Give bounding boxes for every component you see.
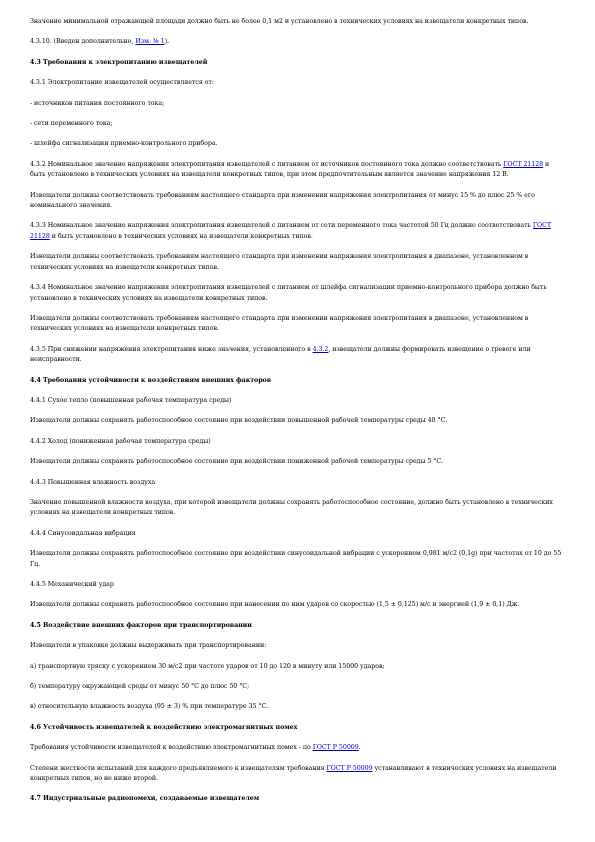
paragraph-text: б) температуру окружающей среды от минус 50 °С до плюс 50 °С;	[30, 683, 250, 691]
paragraph	[30, 764, 565, 785]
paragraph-text: Значение повышенной влажности воздуха, при которой извещатели должны сохранять работоспособное состояние, должно быть установлено в технических условиях на извещатели конкретных типов.	[30, 498, 553, 517]
document-link[interactable]: ГОСТ 21128	[30, 222, 552, 240]
paragraph-text: 4.3 Требования к электропитанию извещателей	[30, 58, 208, 66]
paragraph	[30, 160, 565, 181]
paragraph-text: в) относительную влажность воздуха (95 ± 3) % при температуре 35 °С.	[30, 703, 269, 711]
document-link[interactable]: 4.3.2	[312, 345, 329, 353]
paragraph	[30, 17, 565, 27]
paragraph	[30, 416, 565, 426]
paragraph	[30, 252, 565, 273]
paragraph-text: 4.3.3 Номинальное значение напряжения электропитания извещателей с питанием от сети переменного тока частотой 50 Гц должно соответствовать	[30, 222, 533, 230]
paragraph-text: 4.6 Устойчивость извещателей к воздействию электромагнитных помех	[30, 723, 298, 731]
paragraph-text: устанавливают в технических условиях на извещатели конкретных типов, но не ниже второй.	[30, 764, 557, 783]
paragraph	[30, 529, 565, 539]
paragraph	[30, 314, 565, 335]
paragraph-text: .	[358, 744, 361, 752]
paragraph	[30, 437, 565, 447]
paragraph-text: Извещатели должны соответствовать требованиям настоящего стандарта при изменении напряжения электропитания в диапазоне, установленном в технических условиях на извещатели конкретных типов.	[30, 314, 529, 333]
paragraph-text: - источников питания постоянного тока;	[30, 99, 165, 107]
paragraph-text: 4.4.5 Механический удар	[30, 581, 114, 588]
paragraph-text: Извещатели в упаковке должны выдерживать при транспортировании:	[30, 642, 267, 650]
section-heading	[30, 794, 565, 804]
document-link[interactable]: ГОСТ Р 50009	[326, 764, 373, 772]
paragraph	[30, 139, 565, 149]
paragraph-text: 4.4.3 Повышенная влажность воздуха	[30, 478, 156, 486]
paragraph-text: Извещатели должны сохранять работоспособное состояние при воздействии синусоидальной вибрации с ускорением 0,981 м/с2 (0,1g) при частотах от 10 до 55 Гц.	[30, 550, 562, 568]
paragraph	[30, 549, 565, 570]
paragraph	[30, 221, 565, 242]
paragraph-text: Извещатели должны сохранять работоспособное состояние при нанесении по ним ударов со скоростью (1,5 ± 0,125) м/с и энергией (1,9 ± 0,1) Дж.	[30, 601, 520, 609]
paragraph-text: 4.5 Воздействие внешних факторов при транспортировании	[30, 621, 252, 629]
paragraph	[30, 99, 565, 109]
paragraph-text: - шлейфа сигнализации приемно-контрольного прибора.	[30, 140, 218, 148]
paragraph-text: 4.4.2 Холод (пониженная рабочая температура среды)	[30, 437, 211, 445]
paragraph-text: 4.3.5 При снижении напряжения электропитания ниже значения, установленного в	[30, 345, 313, 353]
paragraph	[30, 191, 565, 212]
paragraph	[30, 78, 565, 88]
paragraph-text: - сети переменного тока;	[30, 120, 113, 128]
paragraph	[30, 600, 565, 610]
paragraph-text: 4.7 Индустриальные радиопомехи, создаваемые извещателем	[30, 795, 260, 803]
paragraph-text: Извещатели должны соответствовать требованиям настоящего стандарта при изменении напряжения электропитания в диапазоне, установленном в технических условиях на извещатели конкретных типов.	[30, 253, 529, 271]
paragraph	[30, 702, 565, 712]
paragraph-text: Извещатели должны сохранять работоспособное состояние при воздействии повышенной рабочей температуры среды 40 °С.	[30, 417, 448, 425]
paragraph	[30, 580, 565, 590]
paragraph	[30, 283, 565, 304]
paragraph-text: 4.3.10. (Введен дополнительно,	[30, 38, 136, 46]
section-heading	[30, 58, 565, 68]
document-link[interactable]: Изм. № 1	[135, 38, 165, 46]
paragraph-text: 4.3.1 Электропитание извещателей осуществляется от:	[30, 79, 214, 87]
document-link[interactable]: ГОСТ Р 50009	[312, 744, 359, 752]
paragraph	[30, 682, 565, 692]
paragraph	[30, 478, 565, 488]
paragraph	[30, 345, 565, 366]
paragraph	[30, 37, 565, 47]
paragraph-text: и быть установлено в технических условиях на извещатели конкретных типов, при этом предпочтительным является значение напряжения 12 В.	[30, 160, 550, 179]
paragraph-text: ).	[164, 38, 170, 46]
paragraph-text: Требования устойчивости извещателей к воздействию электромагнитных помех - по	[30, 744, 313, 752]
paragraph-text: Извещатели должны соответствовать требованиям настоящего стандарта при изменении напряжения электропитания от минус 15 % до плюс 25 % его номинального значения.	[30, 191, 535, 210]
section-heading	[30, 621, 565, 631]
document-link[interactable]: ГОСТ 21128	[503, 160, 544, 168]
paragraph-text: а) транспортную тряску с ускорением 30 м/с2 при частоте ударов от 10 до 120 в минуту или 15000 ударов;	[30, 662, 385, 670]
paragraph	[30, 119, 565, 129]
paragraph-text: , извещатели должны формировать извещение о тревоге или неисправности.	[30, 345, 531, 364]
paragraph-text: 4.4.1 Сухое тепло (повышенная рабочая температура среды)	[30, 396, 232, 404]
paragraph-text: Извещатели должны сохранять работоспособное состояние при воздействии пониженной рабочей температуры среды 5 °С.	[30, 458, 444, 466]
section-heading	[30, 723, 565, 733]
paragraph-text: 4.3.4 Номинальное значение напряжения электропитания извещателей с питанием от шлейфа сигнализации приемно-контрольного прибора должно быть установлено в технических условиях на извещатели конкретных типов.	[30, 284, 547, 302]
paragraph	[30, 641, 565, 651]
paragraph	[30, 743, 565, 753]
paragraph-text: 4.4.4 Синусоидальная вибрация	[30, 529, 136, 537]
paragraph	[30, 457, 565, 467]
paragraph	[30, 396, 565, 406]
paragraph-text: 4.3.2 Номинальное значение напряжения электропитания извещателей с питанием от источников постоянного тока должно соответствовать	[30, 160, 504, 168]
paragraph	[30, 498, 565, 519]
section-heading	[30, 376, 565, 386]
paragraph-text: Значение минимальной отражающей площади должно быть не более 0,1 м2 и установлено в технических условиях на извещатели конкретных типов.	[30, 18, 529, 25]
paragraph	[30, 662, 565, 672]
paragraph-text: и быть установлено в технических условиях на извещатели конкретных типов.	[49, 232, 313, 240]
paragraph-text: Степени жесткости испытаний для каждого предъявляемого к извещателям требования	[30, 764, 327, 772]
paragraph-text: 4.4 Требования устойчивости к воздействиям внешних факторов	[30, 376, 272, 384]
